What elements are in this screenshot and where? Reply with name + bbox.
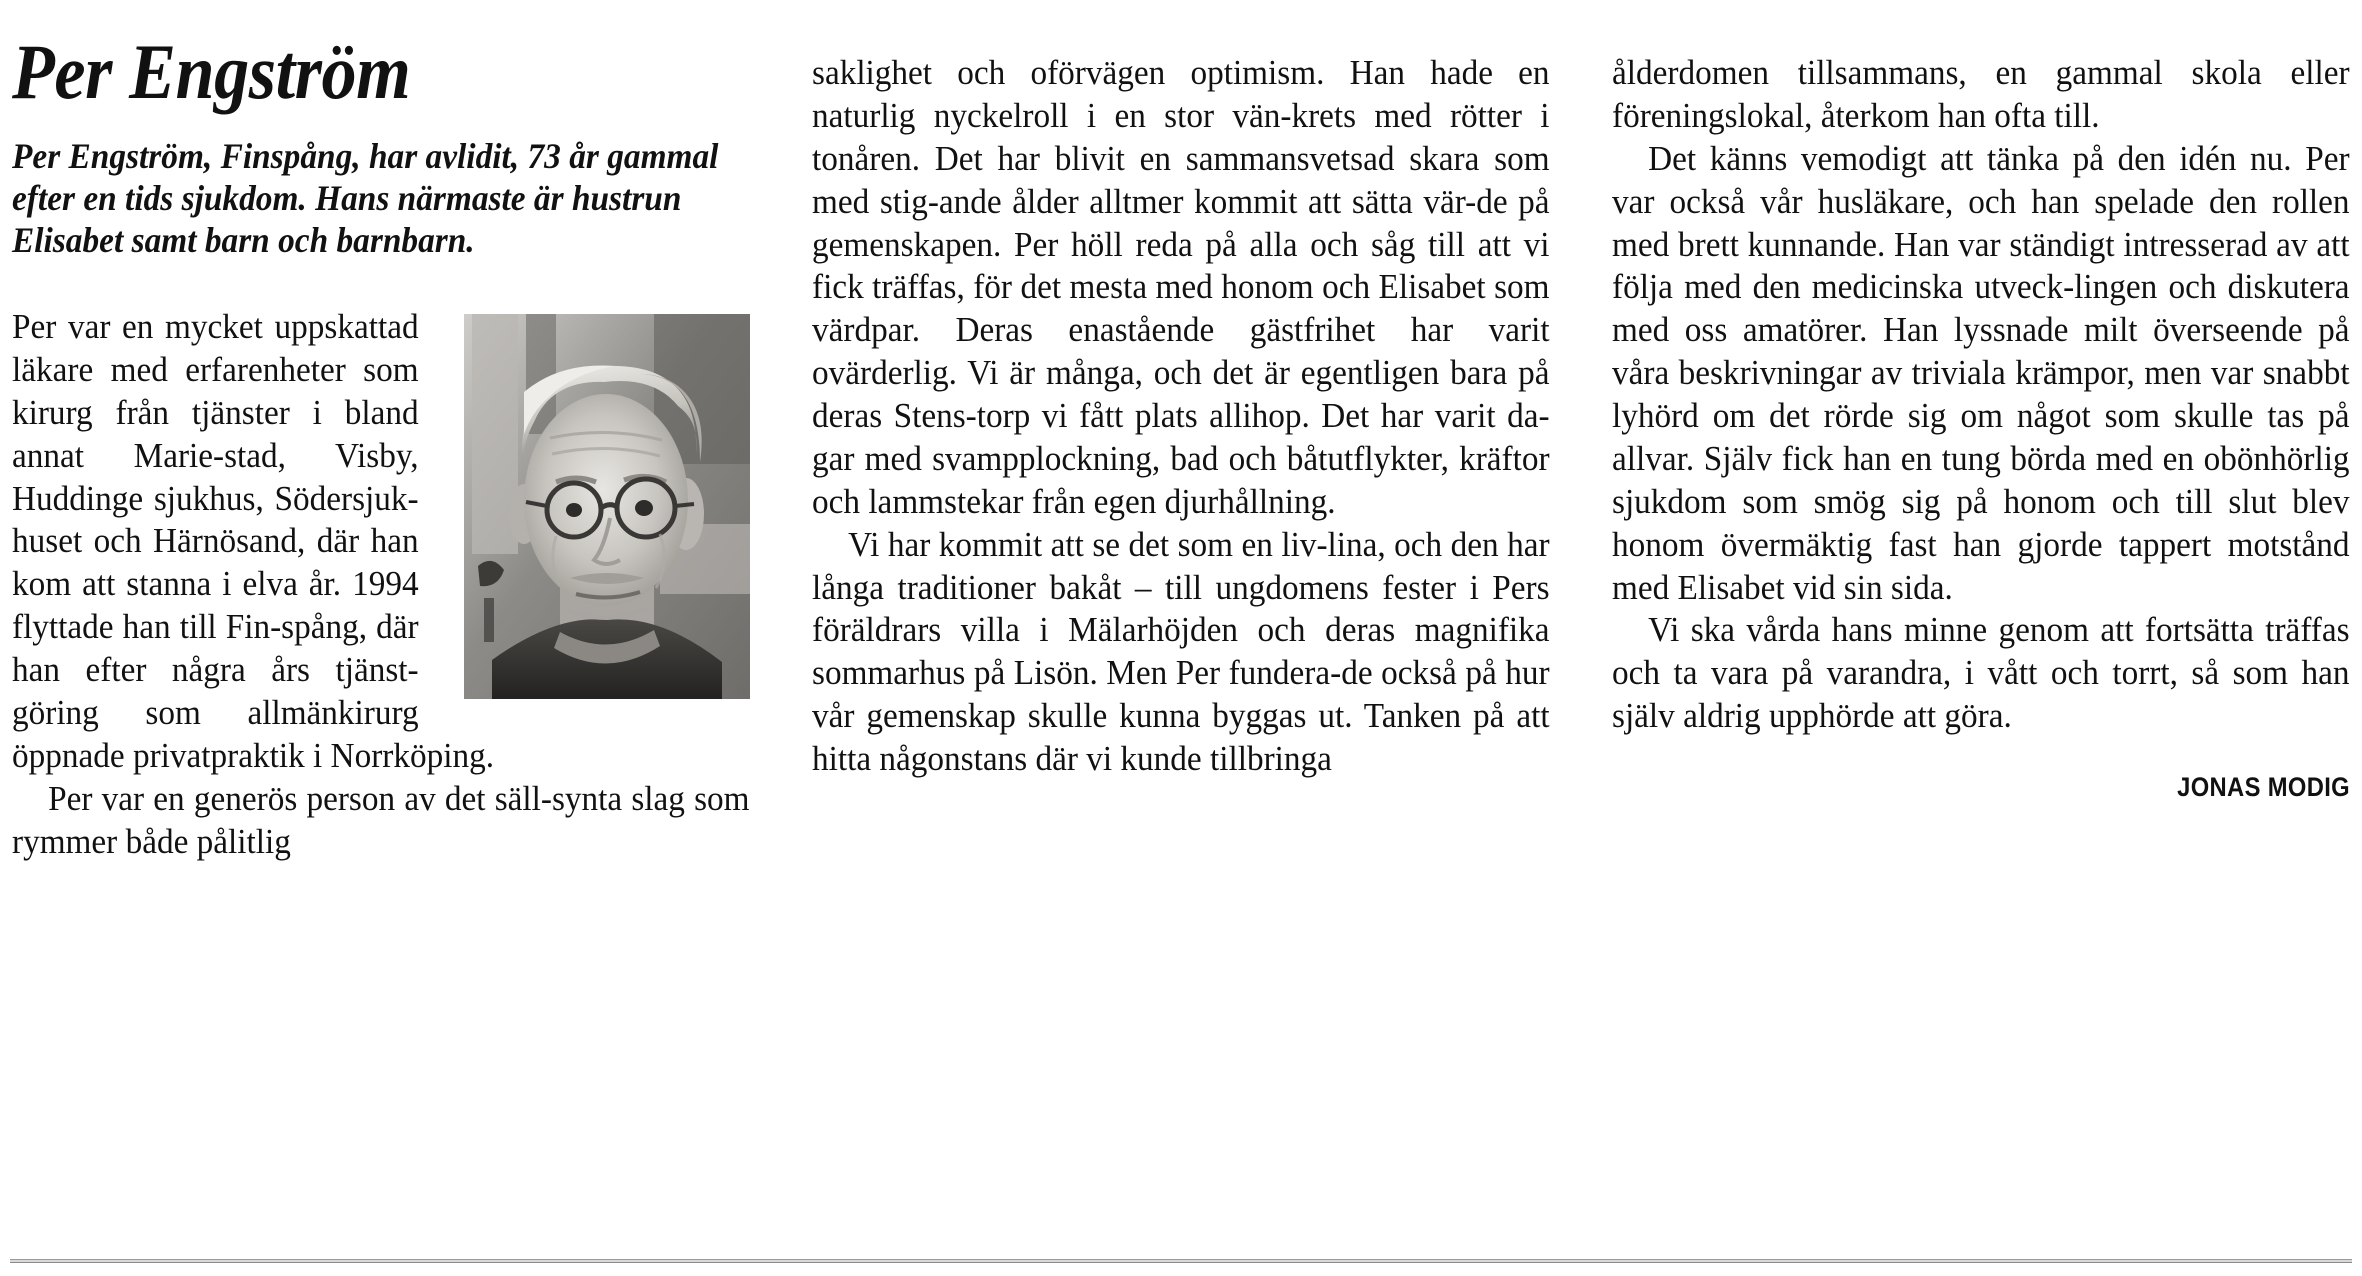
column-1	[12, 0, 750, 1210]
page-title: Per Engström	[12, 28, 411, 115]
paragraph: ålderdomen tillsammans, en gammal skola eller föreningslokal, återkom han ofta till.	[1612, 53, 2350, 135]
paragraph: Vi har kommit att se det som en liv-lina, och den har långa traditioner bakåt – till ungdomens fester i Pers föräldrars villa i Mälarhöjden och deras magnifika sommarhus på Lisön. Men Per fundera-de också på hur vår gemenskap skulle kunna byggas ut. Tanken på att hitta någonstans där vi kunde tillbringa	[812, 524, 1550, 778]
paragraph: saklighet och oförvägen optimism. Han hade en naturlig nyckelroll i en stor vän-krets med rötter i tonåren. Det har blivit en sammansvetsad skara som med stig-ande ålder alltmer kommit att sätta vär-de på gemenskapen. Per höll reda på alla och såg till att vi fick träffas, för det mesta med honom och Elisabet som värdpar. Deras enastående gästfrihet har varit ovärderlig. Vi är många, och det är egentligen bara på deras Stens-torp vi fått plats allihop. Det har varit da-gar med svampplockning, bad och båtutflykter, kräftor och lammstekar från egen djurhållning.	[812, 53, 1550, 521]
paragraph: Vi ska vårda hans minne genom att fortsätta träffas och ta vara på varandra, i vått och torrt, så som han själv aldrig upphörde att göra.	[1612, 610, 2350, 736]
intro-block	[12, 262, 750, 778]
paragraph: Det känns vemodigt att tänka på den idén nu. Per var också vår husläkare, och han spelade den rollen med brett kunnande. Han var ständigt intresserad av att följa med den medicinska utveck-lingen och diskutera med oss amatörer. Han lyssnade milt överseende på våra beskrivningar av triviala krämpor, men var snabbt lyhörd om det rörde sig om något som skulle tas på allvar. Själv fick han en tung börda med en obönhörlig sjukdom som smög sig på honom och till slut blev honom övermäktig fast han gjorde tappert motstånd med Elisabet vid sin sida.	[1612, 138, 2350, 607]
byline: JONAS MODIG	[2177, 772, 2350, 802]
column-3	[1612, 0, 2350, 1210]
bottom-divider	[10, 1259, 2352, 1263]
paragraph: Per var en generös person av det säll-synta slag som rymmer både pålitlig	[12, 778, 750, 861]
article-columns	[12, 0, 2350, 1210]
paragraph: Per var en mycket uppskattad läkare med erfarenheter som kirurg från tjänster i bland annat Marie-stad, Visby, Huddinge sjukhus, Södersjuk-huset och Härnösand, där han kom att stanna i elva år. 1994 flyttade han till Fin-spång, där han efter några års tjänst-göring som allmänkirurg öppnade privatpraktik i Norrköping.	[12, 307, 495, 775]
column-2	[812, 0, 1550, 1210]
lead-paragraph: Per Engström, Finspång, har avlidit, 73 år gammal efter en tids sjukdom. Hans närmaste är hustrun Elisabet samt barn och barnbarn.	[12, 136, 719, 261]
